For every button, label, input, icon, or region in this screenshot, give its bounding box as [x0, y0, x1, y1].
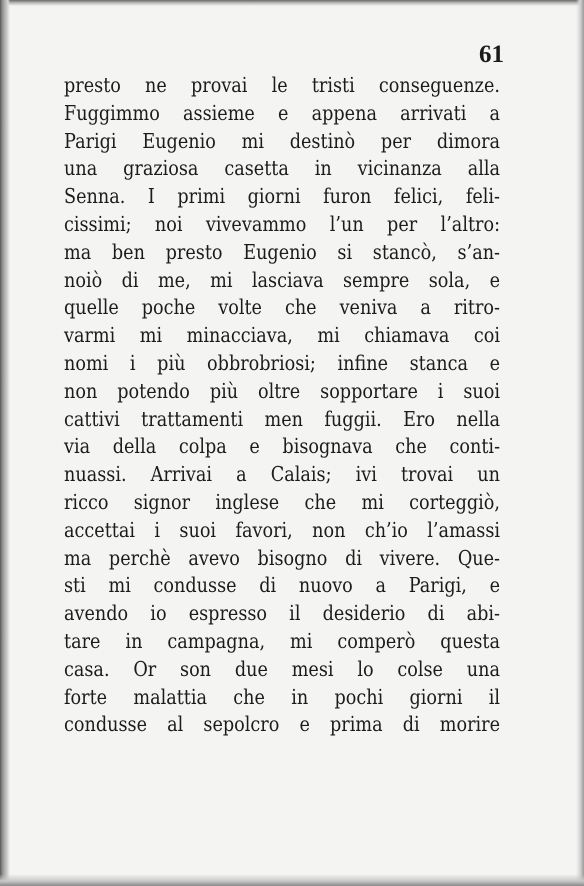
- text-line: una graziosa casetta in vicinanza alla: [64, 156, 501, 181]
- text-line: Fuggimmo assieme e appena arrivati a: [64, 100, 501, 125]
- text-line: via della colpa e bisognava che conti-: [64, 434, 501, 459]
- text-line: accettai i suoi favori, non ch’io l’amassi: [64, 517, 501, 542]
- text-line: non potendo più oltre sopportare i suoi: [64, 378, 501, 403]
- text-line: condusse al sepolcro e prima di morire: [64, 712, 501, 737]
- text-line: forte malattia che in pochi giorni il: [64, 684, 501, 709]
- text-line: ma perchè avevo bisogno di vivere. Que-: [64, 545, 501, 570]
- text-line: varmi mi minacciava, mi chiamava coi: [64, 323, 501, 348]
- page-edge-right: [576, 0, 584, 886]
- text-line: cissimi; noi vivevammo l’un per l’altro:: [64, 211, 501, 236]
- text-line: tare in campagna, mi comperò questa: [64, 628, 501, 653]
- text-line: casa. Or son due mesi lo colse una: [64, 656, 501, 681]
- text-line: sti mi condusse di nuovo a Parigi, e: [64, 573, 501, 598]
- page-edge-bottom: [0, 874, 584, 886]
- text-line: avendo io espresso il desiderio di abi-: [64, 601, 501, 626]
- text-line: quelle poche volte che veniva a ritro-: [64, 295, 501, 320]
- text-line: ma ben presto Eugenio si stancò, s’an-: [64, 239, 501, 264]
- text-line: ricco signor inglese che mi corteggiò,: [64, 489, 501, 514]
- text-line: nuassi. Arrivai a Calais; ivi trovai un: [64, 462, 501, 487]
- text-line: Senna. I primi giorni furon felici, feli-: [64, 184, 501, 209]
- page-number: 61: [479, 41, 504, 68]
- body-text: [64, 72, 500, 739]
- page-edge-top: [0, 0, 584, 6]
- text-line: cattivi trattamenti men fuggii. Ero nella: [64, 406, 501, 431]
- text-line: noiò di me, mi lasciava sempre sola, e: [64, 267, 501, 292]
- text-line: Parigi Eugenio mi destinò per dimora: [64, 128, 501, 153]
- text-line: nomi i più obbrobriosi; infine stanca e: [64, 350, 501, 375]
- text-line: presto ne provai le tristi conseguenze.: [64, 73, 501, 97]
- page-edge-left: [0, 0, 10, 886]
